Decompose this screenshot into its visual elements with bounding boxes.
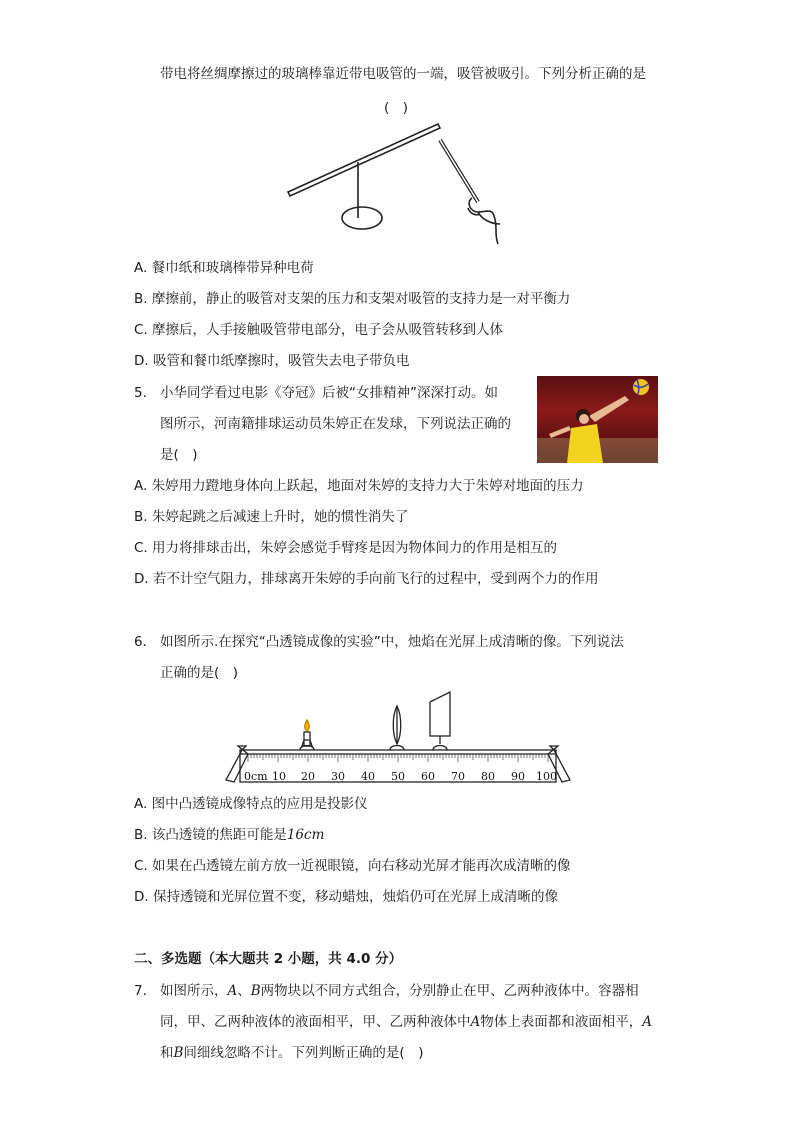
ruler-label-0: 0cm bbox=[244, 770, 268, 783]
ruler-label-30: 30 bbox=[331, 770, 345, 783]
q4-stem-line2: ( ) bbox=[384, 100, 409, 116]
q4-stem-line1: 带电将丝绸摩擦过的玻璃棒靠近带电吸管的一端，吸管被吸引。下列分析正确的是 bbox=[160, 66, 646, 82]
q7-text: 间细线忽略不计。下列判断正确的是( ) bbox=[183, 1045, 424, 1061]
ruler-label-70: 70 bbox=[451, 770, 465, 783]
q4-option-d: D. 吸管和餐巾纸摩擦时，吸管失去电子带负电 bbox=[134, 353, 410, 369]
candle bbox=[304, 732, 310, 746]
q6-option-b bbox=[134, 825, 324, 845]
light-screen bbox=[430, 692, 450, 736]
yellow-jersey bbox=[567, 424, 603, 463]
q5-number: 5. bbox=[134, 385, 147, 401]
q7-text: 同，甲、乙两种液体的液面相平，甲、乙两种液体中 bbox=[160, 1014, 471, 1030]
ruler-ticks bbox=[248, 754, 548, 762]
q6-stem-line1: 如图所示.在探究“凸透镜成像的实验”中，烛焰在光屏上成清晰的像。下列说法 bbox=[160, 634, 624, 650]
q7-text: 、 bbox=[237, 983, 251, 999]
q7-text: 物体上表面都和液面相平， bbox=[480, 1014, 643, 1030]
q5-stem-line3: 是( ) bbox=[160, 447, 198, 463]
q7-stem-line1 bbox=[160, 981, 639, 1001]
q6-option-b-value: 16 bbox=[286, 827, 305, 843]
ruler-label-90: 90 bbox=[511, 770, 525, 783]
q7-stem-line3 bbox=[160, 1043, 423, 1063]
q7-var-a: A bbox=[642, 1014, 652, 1030]
q5-option-b: B. 朱婷起跳之后减速上升时，她的惯性消失了 bbox=[134, 509, 409, 525]
ruler-label-20: 20 bbox=[301, 770, 315, 783]
q4-option-a: A. 餐巾纸和玻璃棒带异种电荷 bbox=[134, 260, 314, 276]
q6-stem-line2: 正确的是( ) bbox=[160, 665, 239, 681]
straw bbox=[288, 124, 440, 196]
q7-stem-line2 bbox=[160, 1012, 652, 1032]
q6-option-b-unit: cm bbox=[304, 827, 325, 843]
ruler-labels bbox=[244, 770, 557, 783]
q7-var-a: A bbox=[470, 1014, 481, 1030]
q6-option-b-prefix: B. 该凸透镜的焦距可能是 bbox=[134, 827, 287, 843]
q4-option-c: C. 摩擦后，人手接触吸管带电部分，电子会从吸管转移到人体 bbox=[134, 322, 504, 338]
section-heading-multiple-choice: 二、多选题（本大题共 2 小题，共 4.0 分） bbox=[134, 951, 403, 967]
ruler-label-80: 80 bbox=[481, 770, 495, 783]
ruler-label-40: 40 bbox=[361, 770, 375, 783]
q5-stem-line2: 图所示，河南籍排球运动员朱婷正在发球，下列说法正确的 bbox=[160, 416, 511, 432]
q4-option-b: B. 摩擦前，静止的吸管对支架的压力和支架对吸管的支持力是一对平衡力 bbox=[134, 291, 571, 307]
q5-stem-line1: 小华同学看过电影《夺冠》后被“女排精神”深深打动。如 bbox=[160, 385, 498, 401]
q5-option-d: D. 若不计空气阻力，排球离开朱婷的手向前飞行的过程中，受到两个力的作用 bbox=[134, 571, 599, 587]
optical-bench-figure bbox=[220, 688, 576, 788]
raised-arm bbox=[589, 396, 629, 422]
candle-flame bbox=[305, 720, 310, 731]
ruler-label-50: 50 bbox=[391, 770, 405, 783]
ruler-label-60: 60 bbox=[421, 770, 435, 783]
q7-text: 和 bbox=[160, 1045, 174, 1061]
q5-option-c: C. 用力将排球击出，朱婷会感觉手臂疼是因为物体间力的作用是相互的 bbox=[134, 540, 558, 556]
q6-option-c: C. 如果在凸透镜左前方放一近视眼镜，向右移动光屏才能再次成清晰的像 bbox=[134, 858, 571, 874]
q7-text: 如图所示， bbox=[160, 983, 228, 999]
q7-number: 7. bbox=[134, 983, 147, 999]
q5-option-a: A. 朱婷用力蹬地身体向上跃起，地面对朱婷的支持力大于朱婷对地面的压力 bbox=[134, 478, 584, 494]
q7-text: 两物块以不同方式组合，分别静止在甲、乙两种液体中。容器相 bbox=[260, 983, 639, 999]
q6-number: 6. bbox=[134, 634, 147, 650]
q6-option-d: D. 保持透镜和光屏位置不变，移动蜡烛，烛焰仍可在光屏上成清晰的像 bbox=[134, 889, 558, 905]
volleyball-player-photo bbox=[537, 376, 658, 463]
q7-var-a: A bbox=[227, 983, 238, 999]
q7-var-b: B bbox=[250, 983, 261, 999]
hand bbox=[468, 198, 500, 244]
q7-var-b: B bbox=[173, 1045, 184, 1061]
stand-base bbox=[342, 207, 382, 229]
q4-straw-figure bbox=[280, 116, 520, 252]
q6-option-a: A. 图中凸透镜成像特点的应用是投影仪 bbox=[134, 796, 368, 812]
ruler-label-10: 10 bbox=[272, 770, 286, 783]
ruler-label-100: 100 bbox=[536, 770, 557, 783]
